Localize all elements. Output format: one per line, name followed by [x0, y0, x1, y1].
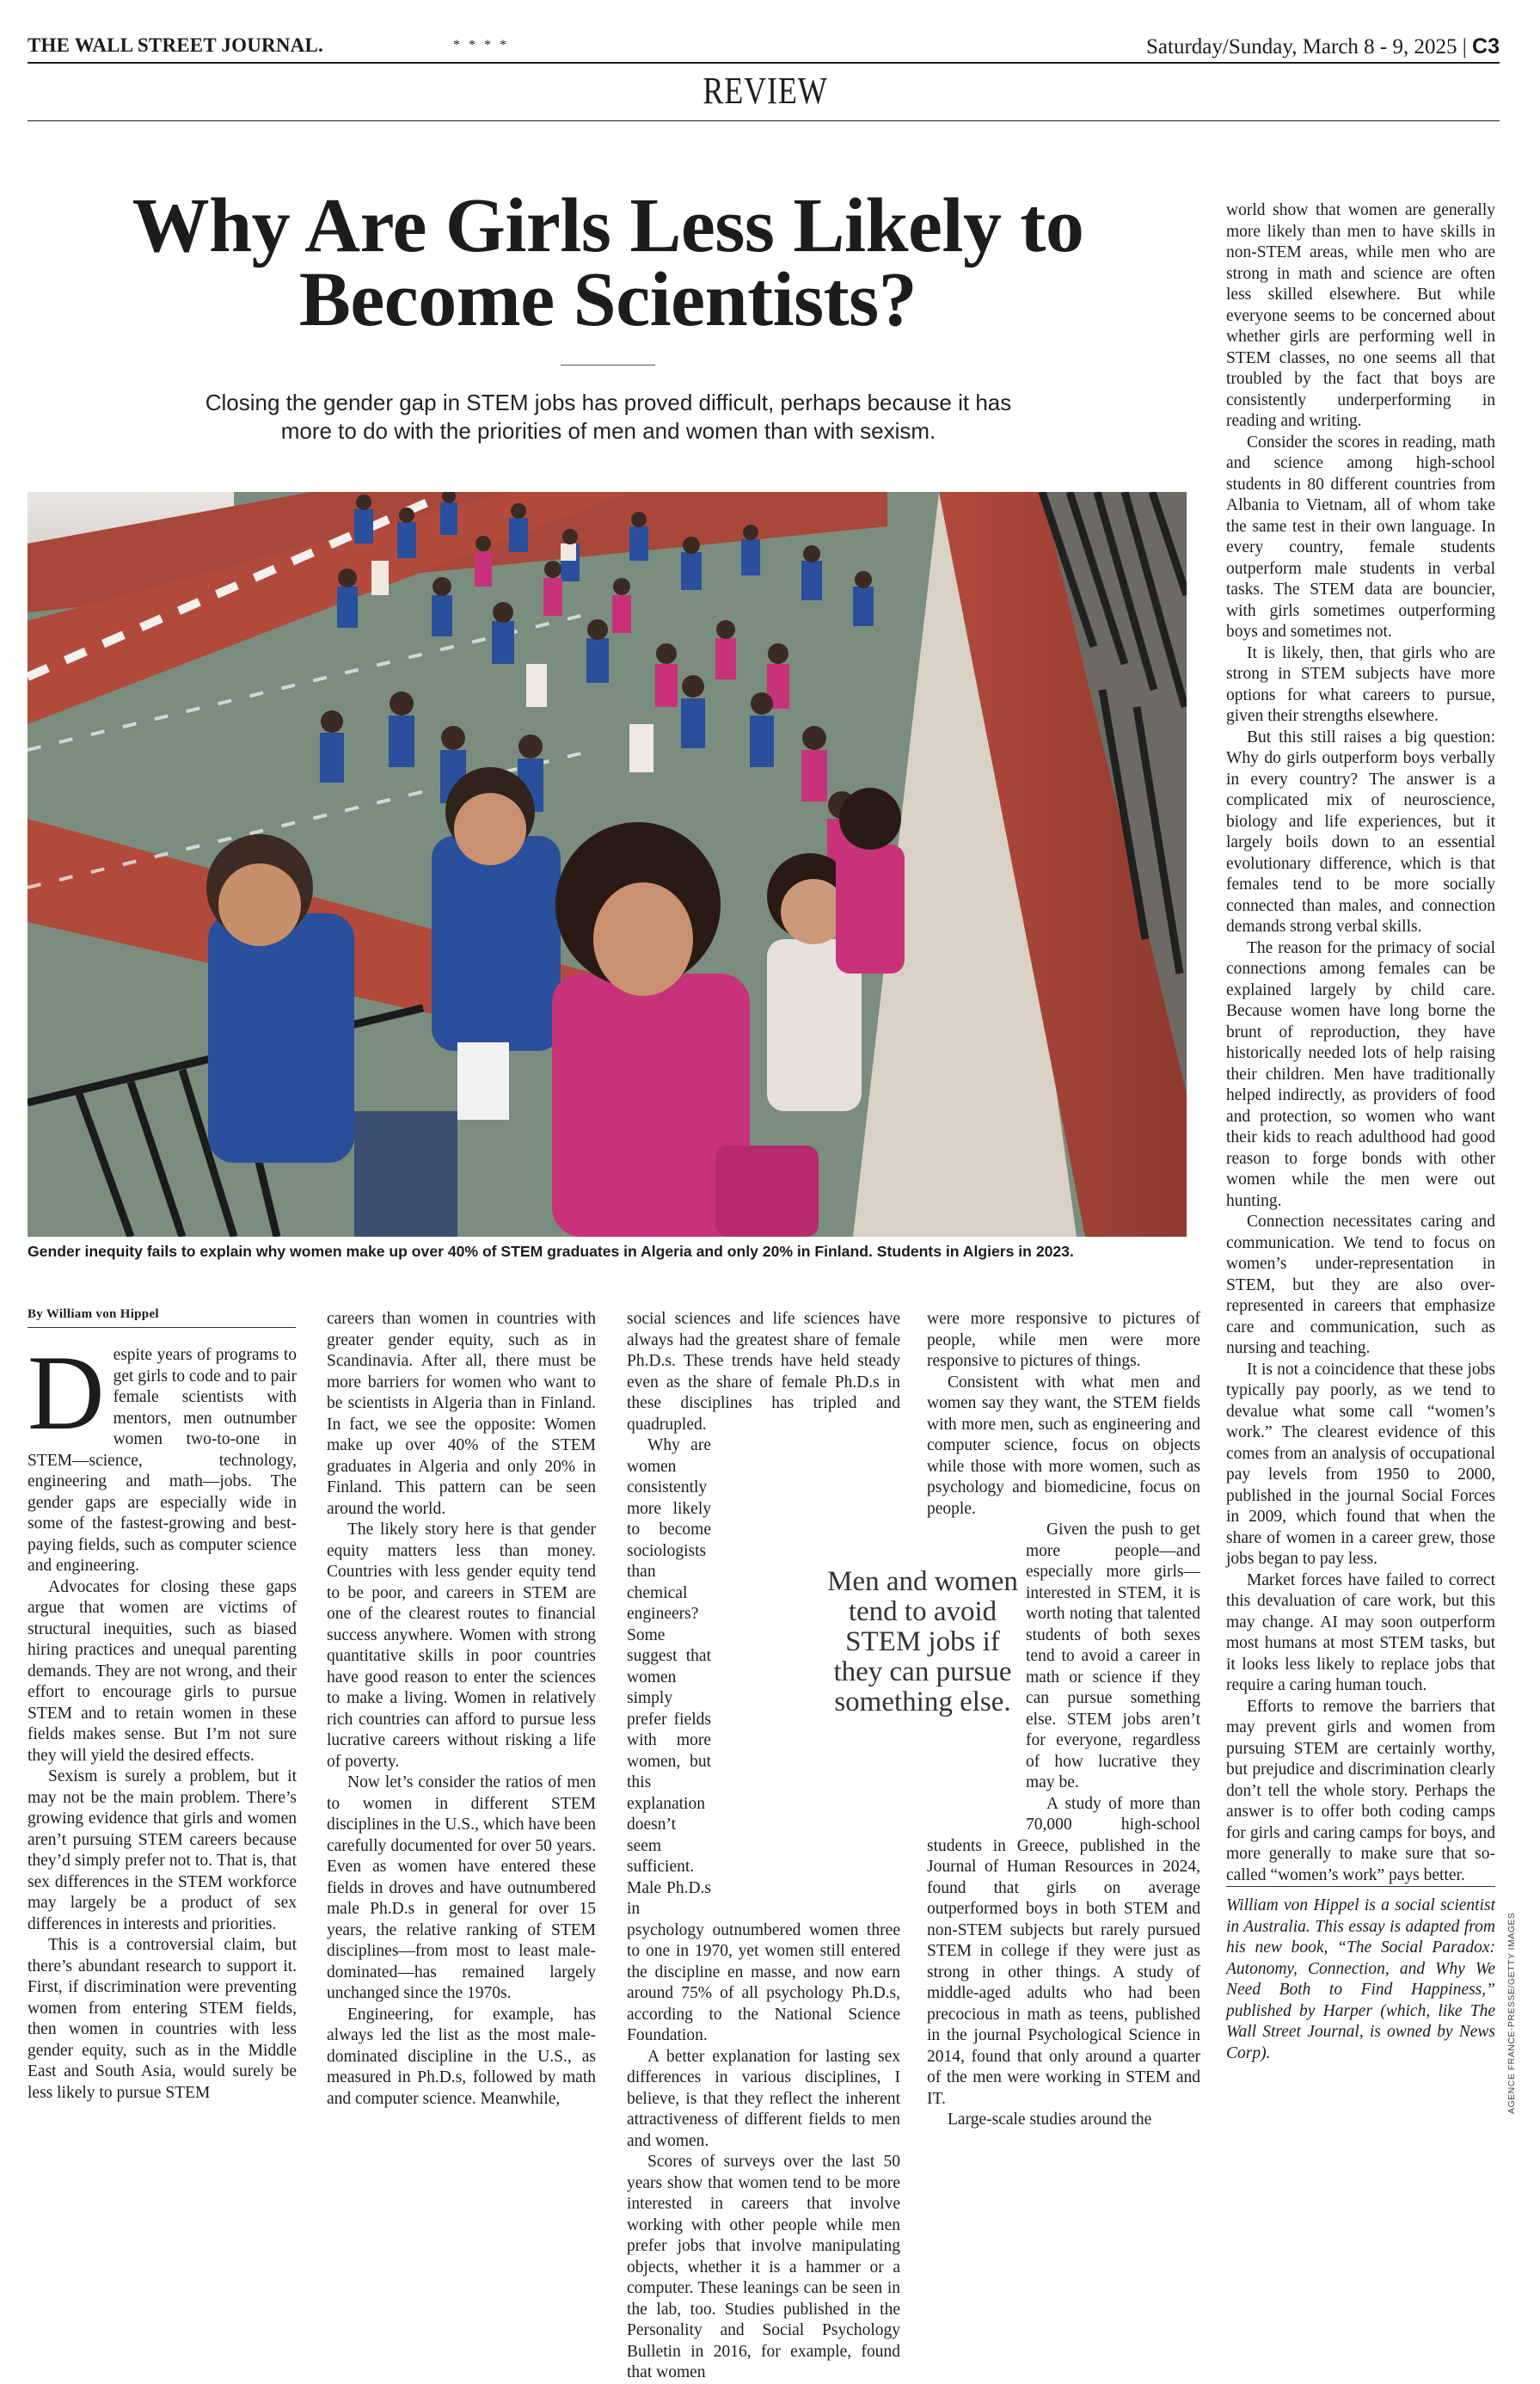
masthead [28, 31, 1500, 65]
headline-divider [561, 365, 655, 366]
article-column-5 [1226, 200, 1495, 2064]
article-paragraph: Engineering, for example, has always led the list as the most male-dominated discipline in the U.S., as measured in Ph.D.s, followed by math and computer science. Meanwhile, [327, 2005, 596, 2108]
article-paragraph: Now let’s consider the ratios of men to women in different STEM disciplines in the U.S., which have been carefully documented for over 50 years. Even as women have entered these fields in droves and have outnumbered male Ph.D.s in general for over 15 years, the relative ranking of STEM disciplines—from most to least male-dominated—has remained largely unchanged since the 1970s. [327, 1773, 596, 2002]
photo-caption: Gender inequity fails to explain why women make up over 40% of STEM graduates in Algeria and only 20% in Finland. Students in Algiers in 2023. [28, 1243, 1074, 1260]
article-paragraph: Why are women consistently more likely to become sociologists than chemical engineers? Some suggest that women simply prefer fields with more women, but this explanation doesn’t seem sufficient. Male Ph.D.s in psychology outnumbered women three to one in 1970, yet women still entered the discipline en masse, and now earn around 75% of all psychology Ph.D.s, according to the National Science Foundation. [627, 1436, 900, 2044]
headline [28, 183, 1188, 342]
headline-line-1: Why Are Girls Less Likely to [132, 183, 1084, 268]
article-paragraph: It is likely, then, that girls who are strong in STEM subjects have more options for what careers to pursue, given their strengths elsewhere. [1226, 643, 1495, 725]
lead-photo [28, 492, 1187, 1237]
article-paragraph: A better explanation for lasting sex differences in various disciplines, I believe, is that they reflect the inherent attractiveness of different fields to men and women. [627, 2047, 900, 2150]
dek-line-1: Closing the gender gap in STEM jobs has proved difficult, perhaps because it has [205, 390, 1012, 415]
dek [112, 389, 1105, 445]
photo-credit: AGENCE FRANCE-PRESSE/GETTY IMAGES [1506, 1912, 1517, 2114]
page-number: C3 [1472, 34, 1500, 58]
article-paragraph: careers than women in countries with greater gender equity, such as in Scandinavia. After all, there must be more barriers for women who want to be scientists in Algeria than in Finland. In fact, we see the opposite: Women make up over 40% of the STEM graduates in Algeria and only 20% in Finland. This pattern can be seen around the world. [327, 1310, 596, 1518]
article-paragraph [28, 1334, 297, 1577]
issue-date-text: Saturday/Sunday, March 8 - 9, 2025 | [1146, 35, 1473, 58]
article-paragraph: Consider the scores in reading, math and science among high-school students in 80 different countries from Albania to Vietnam, all of whom take the same test in their own language. In every country, female students outperform male students in verbal tasks. The STEM data are bouncier, with girls sometimes outperforming boys and sometimes not. [1226, 433, 1495, 641]
section-title: REVIEW [703, 70, 828, 112]
article-column-1 [28, 1334, 297, 2104]
article-paragraph: The likely story here is that gender equity matters less than money. Countries with less gender equity tend to be poor, and careers in STEM are one of the clearest routes to financial success anywhere. Women with strong quantitative skills in poor countries have good reason to enter the sciences to make a living. Women in relatively rich countries can afford to pursue less lucrative careers without risking a life of poverty. [327, 1521, 596, 1771]
dek-line-2: more to do with the priorities of men and women than with sexism. [280, 418, 936, 444]
newspaper-name: THE WALL STREET JOURNAL. [28, 34, 323, 56]
article-paragraph: Consistent with what men and women say they want, the STEM fields with more men, such as engineering and computer science, focus on objects while those with more women, such as psychology and biomedicine, focus on people. [927, 1373, 1200, 1518]
article-paragraph: were more responsive to pictures of people, while men were more responsive to pictures of things. [927, 1310, 1200, 1370]
byline: By William von Hippel [28, 1307, 296, 1328]
article-column-3 [627, 1309, 900, 2384]
article-paragraph: Advocates for closing these gaps argue that women are victims of structural inequities, such as biased hiring practices and unequal parenting demands. They are not wrong, and their effort to encourage girls to pursue STEM and to retain women in these fields makes sense. But I’m not sure they will yield the desired effects. [28, 1577, 297, 1765]
article-paragraph: Market forces have failed to correct this devaluation of care work, but this may change. AI may soon outperform most humans at most STEM tasks, but it looks less likely to replace jobs that require a caring human touch. [1226, 1570, 1495, 1694]
article-paragraph: Connection necessitates caring and communication. We tend to focus on women’s under-representation in STEM, but they are also over-represented in careers that emphasize care and communication, such as nursing and teaching. [1226, 1213, 1495, 1357]
article-paragraph: social sciences and life sciences have always had the greatest share of female Ph.D.s. These trends have held steady even as the share of female Ph.D.s in these disciplines has tripled and quadrupled. [627, 1310, 900, 1434]
edition-stars: * * * * [453, 38, 509, 52]
photo-illustration [28, 492, 1187, 1237]
article-paragraph: Scores of surveys over the last 50 years show that women tend to be more interested in careers that involve working with other people while men prefer jobs that involve manipulating objects, whether it is a hammer or a computer. These leanings can be seen in the lab, too. Studies published in the Personality and Social Psychology Bulletin in 2016, for example, found that women [627, 2153, 900, 2381]
article-column-4 [927, 1309, 1200, 2131]
article-paragraph: world show that women are generally more likely than men to have skills in non-STEM areas, while men who are strong in math and science are often less skilled elsewhere. But while everyone seems to be concerned about whether girls are performing well in STEM classes, no one seems all that troubled by the fact that boys are consistently underperforming in reading and writing. [1226, 201, 1495, 430]
article-paragraph: Given the push to get more people—and especially more girls—interested in STEM, it is worth noting that talented students of both sexes tend to avoid a career in math or science if they can pursue something else. STEM jobs aren’t for everyone, regardless of how lucrative they may be. [1026, 1521, 1200, 1791]
headline-line-2: Become Scientists? [298, 257, 917, 342]
pull-quote: Men and women tend to avoid STEM jobs if they can pursue something else. [827, 1566, 1018, 1717]
drop-cap: D [28, 1334, 105, 1452]
paragraph-text: espite years of programs to get girls to code and to pair female scientists with mentors, men outnumber women two-to-one in STEM—science, technology, engineering and math—jobs. The gender gaps are especially wide in some of the fastest-growing and best-paying fields, such as computer science and engineering. [28, 1346, 297, 1575]
article-paragraph: Large-scale studies around the [948, 2111, 1152, 2129]
masthead-rule [28, 62, 1500, 64]
article-paragraph: This is a controversial claim, but there’s abundant research to support it. First, if discrimination were preventing women from entering STEM fields, then women in countries with less gender equity, such as in the Middle East and South Asia, would surely be less likely to pursue STEM [28, 1936, 297, 2102]
section-rule [28, 120, 1500, 121]
article-column-2 [327, 1309, 596, 2110]
article-paragraph: The reason for the primacy of social connections among females can be explained largely by child care. Because women have long borne the brunt of reproduction, they have historically needed lots of help raising their children. Men have traditionally helped indirectly, as providers of food and protection, so women who want their kids to reach adulthood had good reason to forge bonds with other women while the men were out hunting. [1226, 938, 1495, 1210]
article-paragraph: A study of more than 70,000 high-school students in Greece, published in the Journal of Human Resources in 2024, found that girls on average outperformed boys in both STEM and non-STEM subjects but rarely pursued STEM in college if they were just as strong in other things. A study of middle-aged adults who had been precocious in math as teens, published in the journal Psychological Science in 2014, found that only around a quarter of the men were working in STEM and IT. [927, 1794, 1200, 2108]
article-paragraph: But this still raises a big question: Why do girls outperform boys verbally in every country? The answer is a complicated mix of neuroscience, biology and life experiences, but it largely boils down to an essential evolutionary difference, which is that females tend to be more socially connected than males, and connection demands strong verbal skills. [1226, 728, 1495, 936]
article-paragraph: Sexism is surely a problem, but it may not be the main problem. There’s growing evidence that girls and women aren’t pursuing STEM careers because they’d simply prefer not to. That is, that sex differences in the STEM workforce may largely be a product of sex differences in interests and priorities. [28, 1767, 297, 1933]
article-paragraph: Efforts to remove the barriers that may prevent girls and women from pursuing STEM are certainly worthy, but prejudice and discrimination clearly don’t tell the whole story. Perhaps the answer is to offer both coding camps for girls and caring camps for boys, and more generally to make sure that so-called “women’s work” pays better. [1226, 1697, 1495, 1884]
article-paragraph: It is not a coincidence that these jobs typically pay poorly, as we tend to devalue what some call “women’s work.” The clearest evidence of this comes from an analysis of occupational pay levels from 1950 to 2000, published in the journal Social Forces in 2009, which found that when the share of women in a career grew, those jobs began to pay less. [1226, 1360, 1495, 1568]
issue-date [1146, 34, 1500, 59]
author-bio: William von Hippel is a social scientist in Australia. This essay is adapted from his new book, “The Social Paradox: Autonomy, Connection, and Why We Need Both to Find Happiness,” published by Harper (which, like The Wall Street Journal, is owned by News Corp). [1226, 1886, 1495, 2064]
